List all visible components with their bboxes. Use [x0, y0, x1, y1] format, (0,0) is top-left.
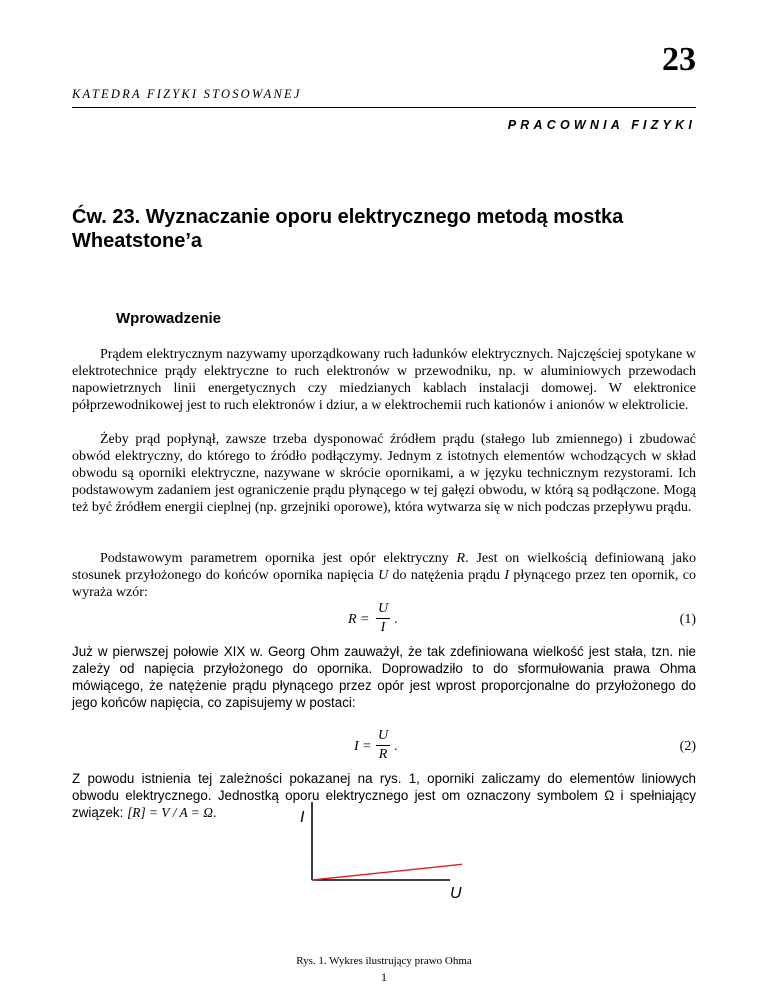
equation-1-lhs: R =: [348, 612, 370, 627]
department-header: KATEDRA FIZYKI STOSOWANEJ: [72, 87, 302, 101]
equation-1: R = U I . (1): [348, 601, 696, 635]
symbol-i: I: [504, 568, 510, 583]
equation-1-denominator: I: [380, 620, 386, 635]
footer-page-number: 1: [381, 970, 387, 984]
document-title: Ćw. 23. Wyznaczanie oporu elektrycznego metodą mostka Wheatstone’a: [72, 206, 624, 252]
equation-2: I = U R . (2): [354, 728, 696, 762]
paragraph-2: Żeby prąd popłynął, zawsze trzeba dysponować źródłem prądu (stałego lub zmiennego) i zbudować obwód elektryczny, do którego to źródło podłączymy. Jednym z istotnych elementów wchodzących w skład obwodu są oporniki elektryczne, nazywane w skrócie opornikami, a w języku technicznym rezystorami. Ich podstawowym zadaniem jest ograniczenie prądu płynącego w tej gałęzi obwodu, w którą są podłączone. Mogą też być źródłem energii cieplnej (np. grzejniki oporowe), która wytwarza się w nich podczas przepływu prądu.: [72, 432, 696, 515]
series-line-i-vs-u: [312, 864, 462, 880]
equation-2-label: (2): [679, 739, 696, 754]
symbol-r: R: [456, 551, 466, 566]
page-number: 23: [662, 41, 696, 78]
equation-2-lhs: I =: [354, 739, 372, 754]
x-axis-label: U: [450, 885, 462, 902]
ohm-law-chart: [290, 790, 490, 950]
paragraph-3: Podstawowym parametrem opornika jest opór elektryczny R. Jest on wielkością definiowaną jako stosunek przyłożonego do końców opornika napięcia U do natężenia prądu I płynącego przez ten opornik, co wyraża wzór:: [72, 551, 697, 600]
equation-1-fraction: [376, 601, 390, 636]
y-axis-label: I: [300, 809, 305, 826]
equation-1-label: (1): [679, 612, 696, 627]
paragraph-4: Już w pierwszej połowie XIX w. Georg Ohm zauważył, że tak zdefiniowana wielkość jest stała, tzn. nie zależy od napięcia przyłożonego do opornika. Doprowadziło to do sformułowania prawa Ohma mówiącego, że natężenie prądu płynącego przez opór jest wprost proporcjonalne do przyłożonego do jego końców napięcia, co zapisujemy w postaci:: [72, 644, 696, 710]
equation-2-denominator: R: [378, 747, 388, 762]
equation-2-numerator: U: [377, 728, 389, 743]
lab-header: PRACOWNIA FIZYKI: [507, 118, 696, 132]
section-heading: Wprowadzenie: [116, 310, 222, 327]
paragraph-1: Prądem elektrycznym nazywamy uporządkowany ruch ładunków elektrycznych. Najczęściej spotykane w elektrotechnice prądy elektryczne to ruch elektronów w przewodniku, np. w aluminiowych przewodach napowietrznych linii energetycznych czy miedzianych kablach instalacji domowej. W elektronice półprzewodnikowej jest to ruch elektronów i dziur, a w elektrochemii ruch kationów i anionów w elektrolicie.: [72, 347, 696, 413]
equation-2-fraction: [376, 728, 390, 763]
header-rule: [72, 107, 696, 108]
equation-1-numerator: U: [377, 601, 389, 616]
unit-formula: [R] = V / A = Ω: [127, 805, 213, 820]
symbol-u: U: [378, 568, 389, 583]
figure-caption: Rys. 1. Wykres ilustrujący prawo Ohma: [296, 955, 472, 967]
paragraph-5: Z powodu istnienia tej zależności pokazanej na rys. 1, oporniki zaliczamy do elementów liniowych obwodu elektrycznego. Jednostką oporu elektrycznego jest om oznaczony symbolem Ω i spełniający związek: [R] = V / A = Ω.: [72, 771, 696, 820]
